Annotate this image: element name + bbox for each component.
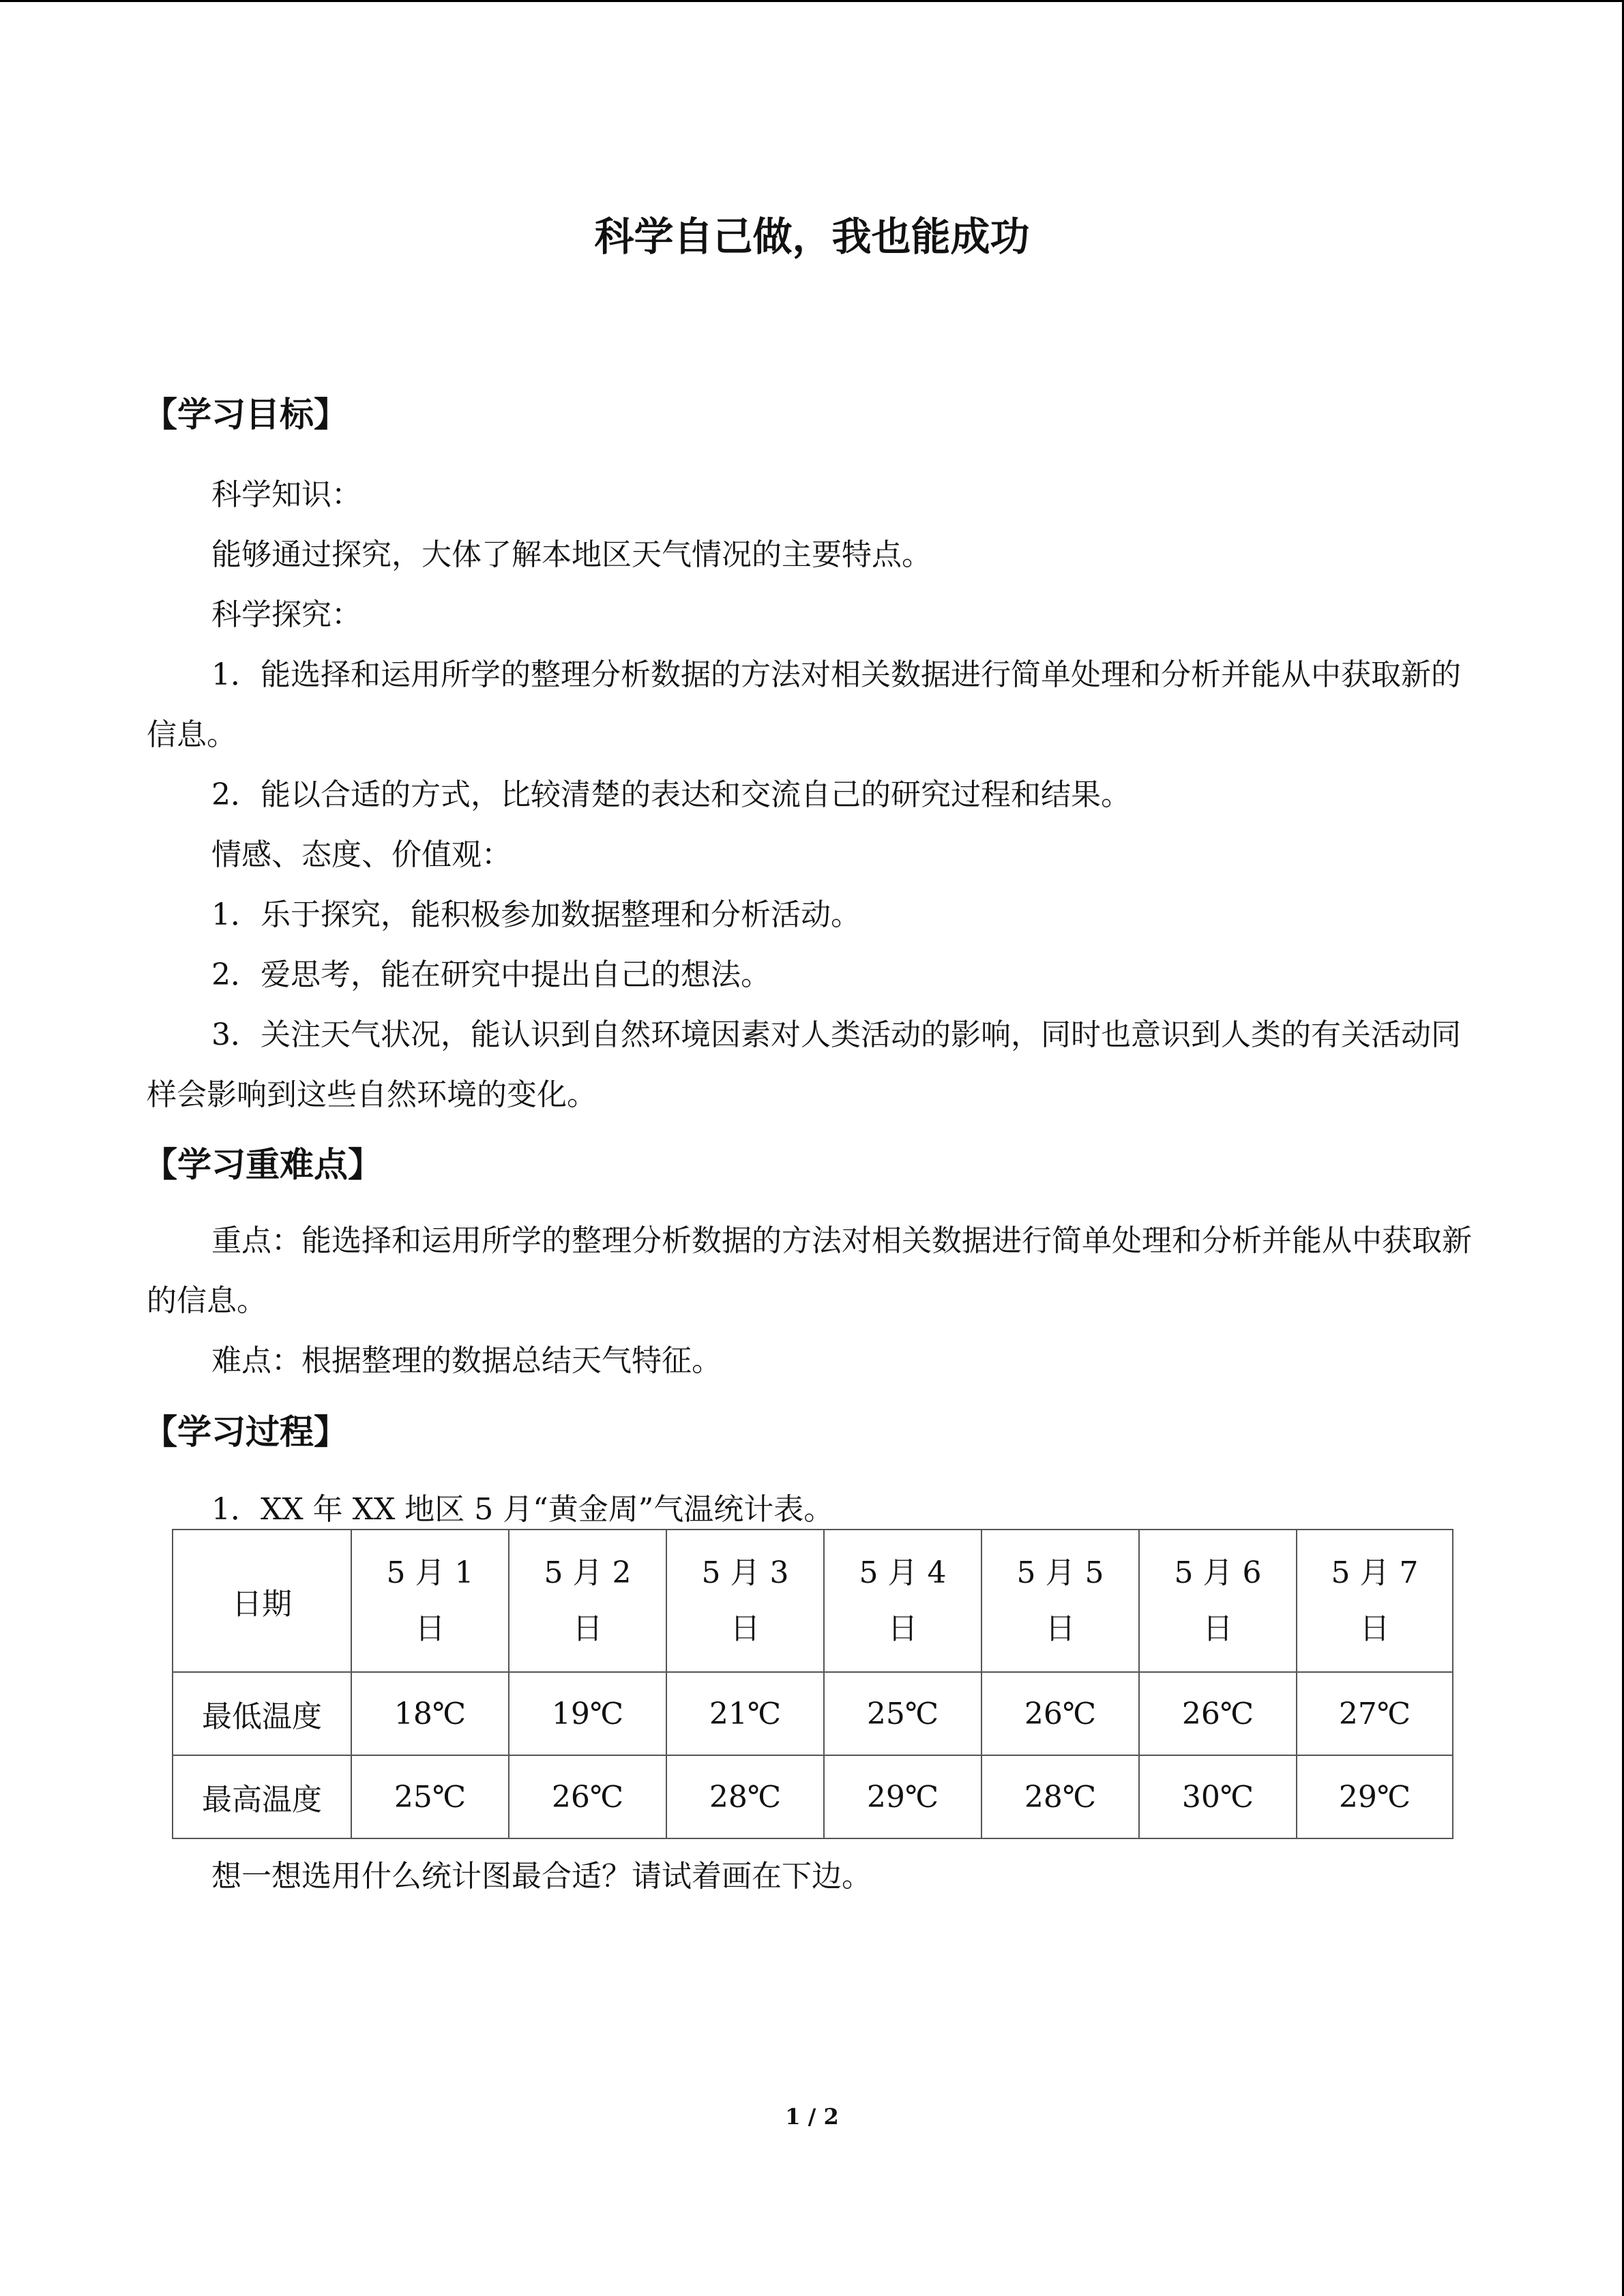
attitude-label: 情感、态度、价值观： (211, 837, 512, 872)
page-border-top (0, 0, 1624, 2)
table-date-cell: 5 月 1 日 (351, 1530, 509, 1672)
table-date-cell: 5 月 3 日 (666, 1530, 824, 1672)
table-header-label: 日期 (173, 1530, 351, 1672)
table-date-cell: 5 月 5 日 (981, 1530, 1139, 1672)
table-cell: 26℃ (509, 1755, 666, 1838)
section-heading-goals: 【学习目标】 (143, 395, 348, 434)
table-cell: 30℃ (1139, 1755, 1297, 1838)
table-row-max-temp (173, 1755, 1453, 1838)
attitude-item-3: 3．关注天气状况，能认识到自然环境因素对人类活动的影响，同时也意识到人类的有关活动同样会影响到这些自然环境的变化。 (147, 1017, 1461, 1112)
section-heading-process: 【学习过程】 (143, 1412, 348, 1452)
table-cell: 28℃ (981, 1755, 1139, 1838)
inquiry-item-2: 2．能以合适的方式，比较清楚的表达和交流自己的研究过程和结果。 (211, 777, 1131, 812)
table-cell: 21℃ (666, 1672, 824, 1755)
table-cell: 28℃ (666, 1755, 824, 1838)
knowledge-text: 能够通过探究，大体了解本地区天气情况的主要特点。 (211, 537, 932, 572)
temperature-table (172, 1529, 1453, 1839)
table-cell: 25℃ (824, 1672, 981, 1755)
table-date-cell: 5 月 4 日 (824, 1530, 981, 1672)
max-temp-label: 最高温度 (173, 1755, 351, 1838)
inquiry-label: 科学探究： (211, 597, 361, 632)
table-date-cell: 5 月 6 日 (1139, 1530, 1297, 1672)
table-cell: 26℃ (1139, 1672, 1297, 1755)
table-row-min-temp (173, 1672, 1453, 1755)
table-cell: 29℃ (824, 1755, 981, 1838)
page-title: 科学自己做，我也能成功 (594, 213, 1030, 260)
min-temp-label: 最低温度 (173, 1672, 351, 1755)
table-cell: 19℃ (509, 1672, 666, 1755)
page-number: 1 / 2 (785, 2104, 839, 2130)
table-date-cell: 5 月 2 日 (509, 1530, 666, 1672)
process-followup: 想一想选用什么统计图最合适？请试着画在下边。 (211, 1859, 872, 1894)
inquiry-item-1: 1．能选择和运用所学的整理分析数据的方法对相关数据进行简单处理和分析并能从中获取新的信息。 (147, 657, 1461, 752)
section-heading-key-points: 【学习重难点】 (143, 1145, 382, 1184)
table-row-dates (173, 1530, 1453, 1672)
table-date-cell: 5 月 7 日 (1297, 1530, 1453, 1672)
table-cell: 25℃ (351, 1755, 509, 1838)
knowledge-label: 科学知识： (211, 477, 361, 512)
table-cell: 18℃ (351, 1672, 509, 1755)
process-intro: 1．XX 年 XX 地区 5 月“黄金周”气温统计表。 (211, 1492, 834, 1527)
key-point-difficulty: 难点：根据整理的数据总结天气特征。 (211, 1343, 722, 1378)
table-cell: 29℃ (1297, 1755, 1453, 1838)
key-point-focus: 重点：能选择和运用所学的整理分析数据的方法对相关数据进行简单处理和分析并能从中获取新的信息。 (147, 1223, 1472, 1318)
attitude-item-2: 2．爱思考，能在研究中提出自己的想法。 (211, 957, 771, 992)
attitude-item-1: 1．乐于探究，能积极参加数据整理和分析活动。 (211, 897, 861, 932)
table-cell: 26℃ (981, 1672, 1139, 1755)
table-cell: 27℃ (1297, 1672, 1453, 1755)
